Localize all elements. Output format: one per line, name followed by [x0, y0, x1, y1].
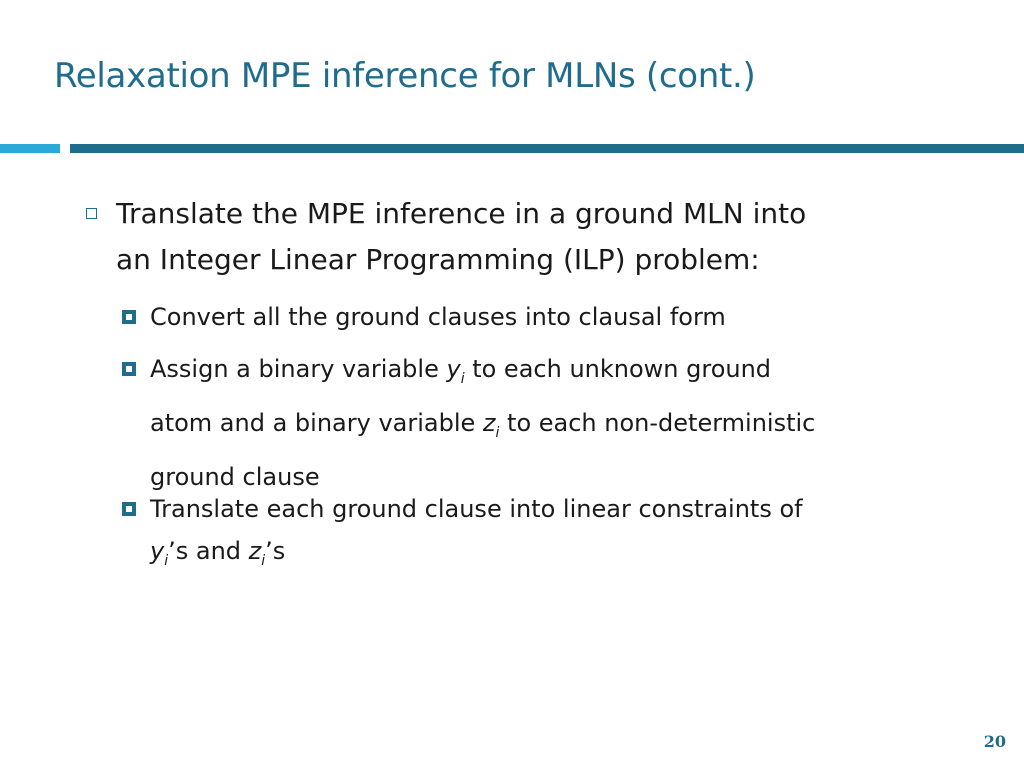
- sub-bullet-2-line-2: [150, 400, 990, 456]
- square-filled-bullet-icon: [122, 362, 136, 376]
- slide-number: 20: [983, 732, 1006, 751]
- variable-z: [248, 537, 266, 569]
- main-bullet-line-2: an Integer Linear Programming (ILP) problem:: [116, 243, 760, 276]
- slide-title: Relaxation MPE inference for MLNs (cont.): [54, 56, 756, 96]
- main-bullet-text: [116, 191, 976, 283]
- sub-bullet-2-text: ground clause: [150, 463, 320, 491]
- variable-z-symbol: z: [248, 537, 262, 565]
- variable-y: [150, 537, 169, 569]
- sub-bullet-2-text: to each non-deterministic: [499, 409, 816, 437]
- main-bullet-line-1: Translate the MPE inference in a ground MLN into: [116, 197, 807, 230]
- sub-bullet-2: [150, 346, 990, 500]
- sub-bullet-2-text: to each unknown ground: [464, 355, 772, 383]
- sub-bullet-3-line-2: [150, 528, 990, 584]
- sub-bullet-3-text: ’s and: [168, 537, 249, 565]
- variable-y-symbol: y: [446, 355, 461, 383]
- square-outline-bullet-icon: [86, 208, 97, 219]
- variable-y: [446, 355, 465, 387]
- sub-bullet-2-line-1: [150, 346, 990, 402]
- variable-z-symbol: z: [482, 409, 496, 437]
- variable-z: [482, 409, 500, 441]
- square-filled-bullet-icon: [122, 502, 136, 516]
- sub-bullet-2-text: Assign a binary variable: [150, 355, 447, 383]
- sub-bullet-3-line-1: Translate each ground clause into linear constraints of: [150, 495, 803, 523]
- sub-bullet-3-text: ’s: [265, 537, 286, 565]
- variable-y-subscript: i: [460, 371, 465, 387]
- square-filled-bullet-icon: [122, 310, 136, 324]
- sub-bullet-3: [150, 486, 990, 584]
- sub-bullet-1-text: Convert all the ground clauses into clausal form: [150, 303, 726, 331]
- variable-z-subscript: i: [261, 553, 266, 569]
- variable-z-subscript: i: [495, 425, 500, 441]
- variable-y-symbol: y: [150, 537, 165, 565]
- sub-bullet-1: [150, 294, 990, 340]
- variable-y-subscript: i: [164, 553, 169, 569]
- sub-bullet-2-text: atom and a binary variable: [150, 409, 483, 437]
